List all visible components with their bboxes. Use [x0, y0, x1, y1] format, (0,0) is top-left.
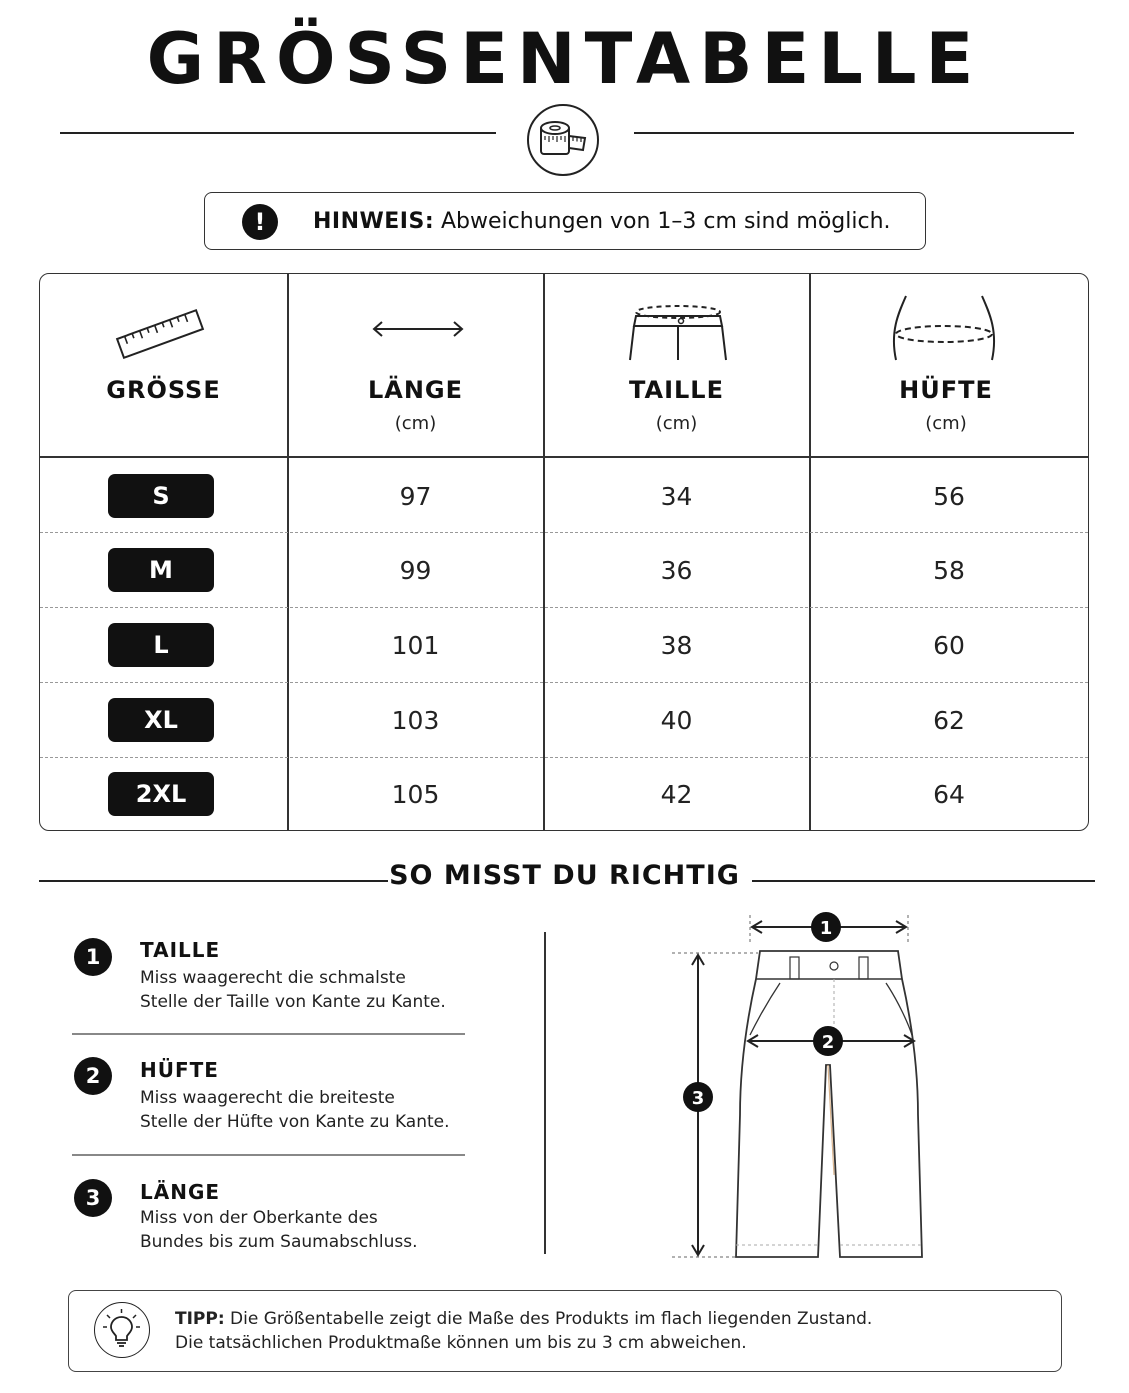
step-title: TAILLE	[140, 938, 221, 962]
step-title: HÜFTE	[140, 1058, 219, 1082]
cell-laenge: 105	[391, 780, 440, 809]
table-divider	[543, 274, 545, 830]
tip-line2: Die tatsächlichen Produktmaße können um bis zu 3 cm abweichen.	[175, 1333, 747, 1353]
tip-box	[68, 1290, 1062, 1372]
cell-taille: 40	[660, 706, 693, 735]
step-divider	[72, 1154, 465, 1156]
pants-diagram-icon	[660, 905, 930, 1275]
row-divider	[40, 757, 1088, 758]
cell-taille: 34	[660, 482, 693, 511]
cell-huefte: 64	[933, 780, 965, 809]
step-text-line2: Stelle der Hüfte von Kante zu Kante.	[140, 1112, 450, 1132]
header-huefte: HÜFTE	[899, 376, 993, 404]
lightbulb-icon	[95, 1303, 148, 1356]
cell-huefte: 60	[933, 631, 965, 660]
size-badge-l: L	[108, 623, 214, 667]
lightbulb-badge	[94, 1302, 150, 1358]
step-number: 1	[74, 938, 112, 976]
tip-text-1: Die Größentabelle zeigt die Maße des Produkts im flach liegenden Zustand.	[230, 1309, 873, 1329]
svg-text:2: 2	[821, 1032, 835, 1053]
step-text-line2: Bundes bis zum Saumabschluss.	[140, 1232, 418, 1252]
header-taille: TAILLE	[629, 376, 724, 404]
step-divider	[72, 1033, 465, 1035]
step-text-line1: Miss von der Oberkante des	[140, 1208, 378, 1228]
row-divider	[40, 532, 1088, 533]
title-rule-left	[60, 132, 496, 134]
notice-text: Abweichungen von 1–3 cm sind möglich.	[441, 209, 891, 234]
section-vertical-divider	[544, 932, 546, 1254]
table-divider	[809, 274, 811, 830]
ruler-icon	[112, 306, 208, 362]
size-badge-xl: XL	[108, 698, 214, 742]
unit-taille: (cm)	[655, 413, 698, 434]
cell-laenge: 101	[391, 631, 440, 660]
cell-taille: 42	[660, 780, 693, 809]
tip-line1	[175, 1309, 872, 1329]
cell-laenge: 97	[399, 482, 432, 511]
exclamation-icon: !	[242, 204, 278, 240]
cell-huefte: 56	[933, 482, 965, 511]
cell-huefte: 58	[933, 556, 965, 585]
tape-measure-icon	[529, 106, 597, 174]
double-arrow-icon	[370, 318, 466, 340]
size-badge-s: S	[108, 474, 214, 518]
cell-taille: 36	[660, 556, 693, 585]
tip-label: TIPP:	[175, 1309, 225, 1329]
table-header-divider	[40, 456, 1088, 458]
size-badge-2xl: 2XL	[108, 772, 214, 816]
row-divider	[40, 607, 1088, 608]
cell-laenge: 103	[391, 706, 440, 735]
step-text-line1: Miss waagerecht die breiteste	[140, 1088, 395, 1108]
unit-laenge: (cm)	[394, 413, 437, 434]
unit-huefte: (cm)	[925, 413, 967, 434]
title-rule-right	[634, 132, 1074, 134]
step-number: 2	[74, 1057, 112, 1095]
svg-text:3: 3	[691, 1088, 705, 1109]
cell-laenge: 99	[399, 556, 432, 585]
step-title: LÄNGE	[140, 1180, 221, 1204]
table-divider	[287, 274, 289, 830]
tape-measure-badge	[527, 104, 599, 176]
cell-huefte: 62	[933, 706, 965, 735]
row-divider	[40, 682, 1088, 683]
size-badge-m: M	[108, 548, 214, 592]
waistband-icon	[626, 300, 730, 364]
step-text-line1: Miss waagerecht die schmalste	[140, 968, 406, 988]
svg-text:1: 1	[819, 918, 833, 939]
header-laenge: LÄNGE	[367, 376, 464, 404]
cell-taille: 38	[660, 631, 693, 660]
header-groesse: GRÖSSE	[106, 376, 221, 404]
step-text-line2: Stelle der Taille von Kante zu Kante.	[140, 992, 446, 1012]
notice-label: HINWEIS:	[313, 209, 435, 234]
step-number: 3	[74, 1179, 112, 1217]
measure-title: SO MISST DU RICHTIG	[389, 860, 740, 891]
page-title: GRÖSSENTABELLE	[146, 18, 983, 100]
hip-icon	[888, 292, 1000, 364]
